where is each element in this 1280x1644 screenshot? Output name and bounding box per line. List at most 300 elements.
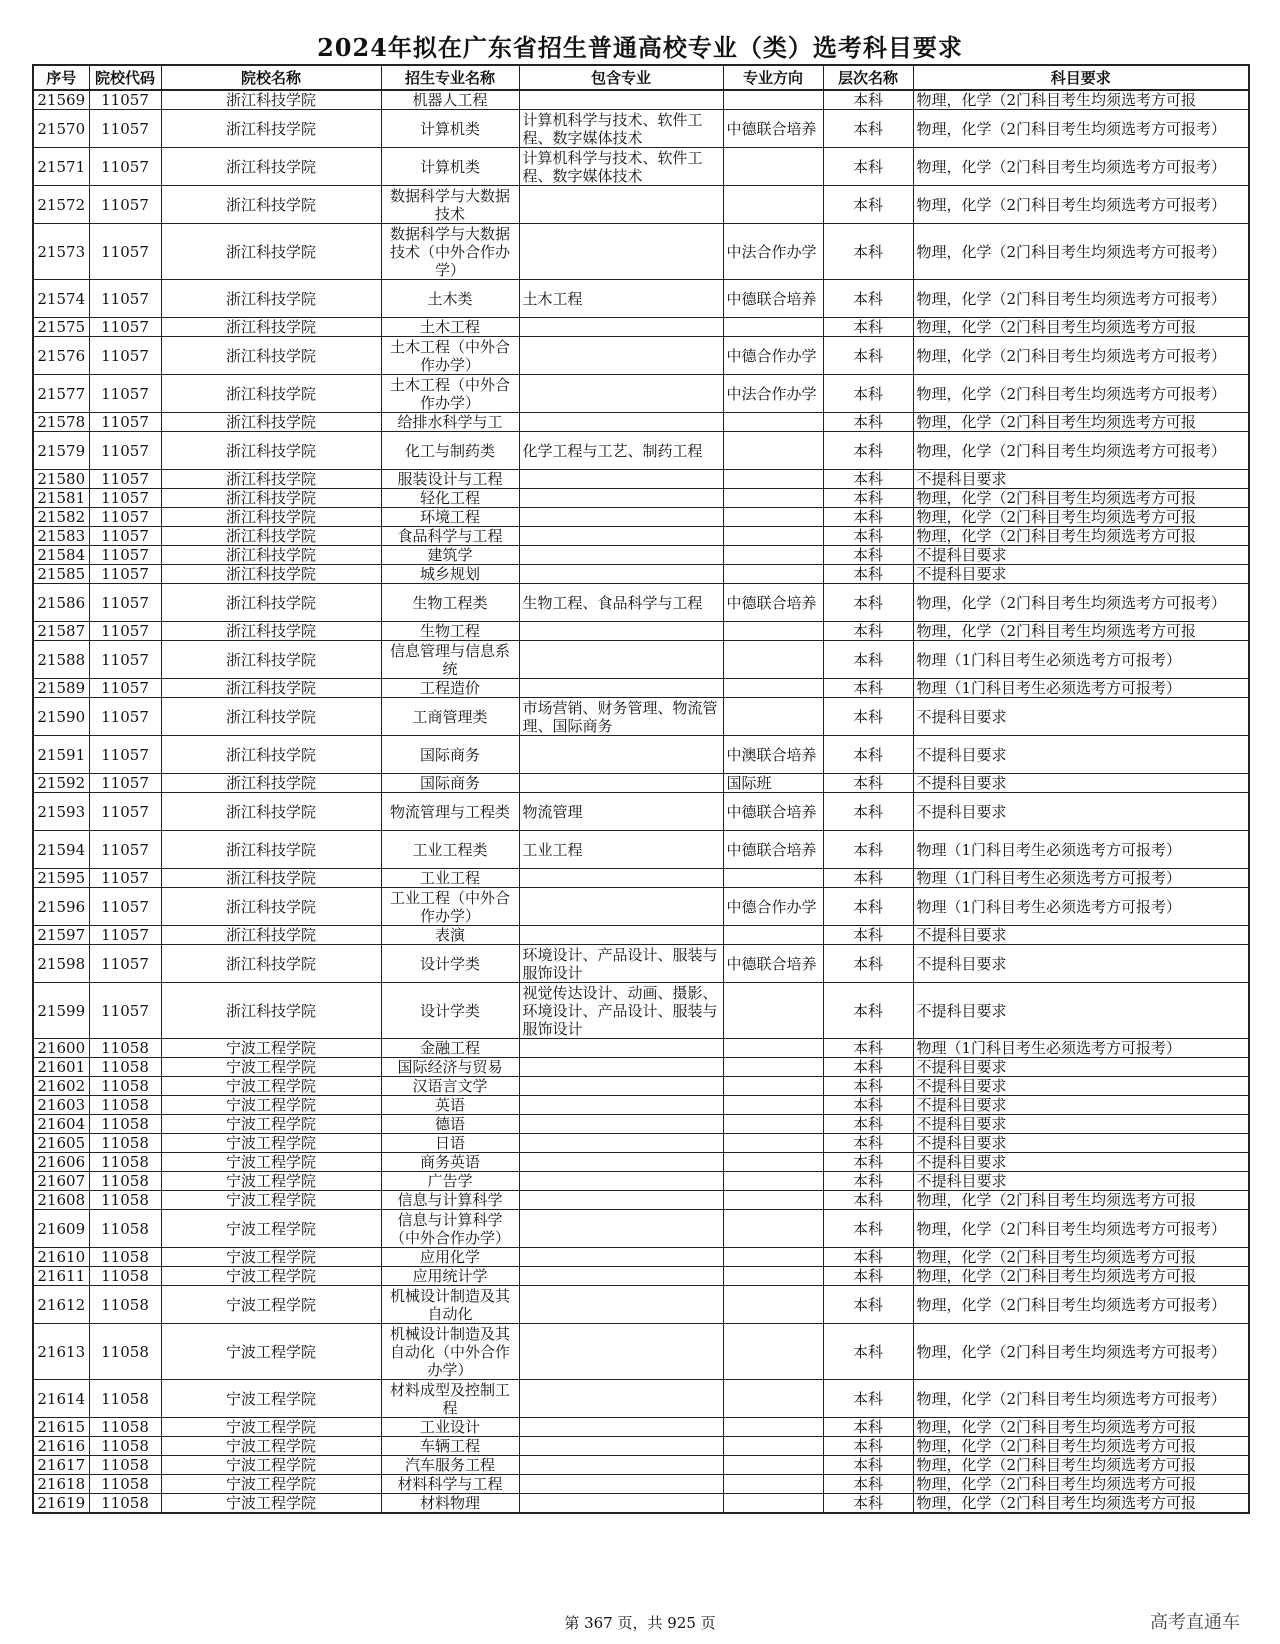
table-row — [33, 186, 1249, 224]
table-row — [33, 1058, 1249, 1077]
cell-direction — [723, 489, 823, 508]
cell-level: 本科 — [823, 280, 913, 318]
cell-school-code: 11057 — [89, 679, 161, 698]
cell-direction: 中法合作办学 — [723, 375, 823, 413]
cell-level: 本科 — [823, 1058, 913, 1077]
cell-included-majors — [519, 1286, 723, 1324]
cell-school-name: 浙江科技学院 — [161, 945, 381, 983]
cell-included-majors — [519, 489, 723, 508]
cell-seq: 21571 — [33, 148, 89, 186]
cell-school-code: 11058 — [89, 1324, 161, 1380]
cell-seq: 21579 — [33, 432, 89, 470]
cell-school-code: 11058 — [89, 1172, 161, 1191]
cell-subject-req: 物理，化学（2门科目考生均须选考方可报 — [913, 622, 1249, 641]
cell-seq: 21606 — [33, 1153, 89, 1172]
cell-level: 本科 — [823, 1418, 913, 1437]
cell-school-code: 11058 — [89, 1210, 161, 1248]
cell-school-code: 11057 — [89, 318, 161, 337]
cell-subject-req: 物理，化学（2门科目考生均须选考方可报考） — [913, 1286, 1249, 1324]
table-row — [33, 983, 1249, 1039]
cell-school-name: 浙江科技学院 — [161, 432, 381, 470]
cell-direction — [723, 1380, 823, 1418]
cell-level: 本科 — [823, 1191, 913, 1210]
cell-school-code: 11057 — [89, 698, 161, 736]
cell-level: 本科 — [823, 774, 913, 793]
cell-subject-req: 物理，化学（2门科目考生均须选考方可报 — [913, 90, 1249, 110]
cell-school-code: 11057 — [89, 584, 161, 622]
cell-school-code: 11058 — [89, 1456, 161, 1475]
cell-major-name: 商务英语 — [381, 1153, 519, 1172]
cell-direction — [723, 869, 823, 888]
col-header-included-majors: 包含专业 — [519, 65, 723, 90]
cell-seq: 21613 — [33, 1324, 89, 1380]
cell-direction — [723, 565, 823, 584]
cell-included-majors — [519, 90, 723, 110]
cell-seq: 21578 — [33, 413, 89, 432]
cell-level: 本科 — [823, 622, 913, 641]
cell-school-code: 11057 — [89, 983, 161, 1039]
cell-seq: 21576 — [33, 337, 89, 375]
cell-subject-req: 物理，化学（2门科目考生均须选考方可报考） — [913, 1324, 1249, 1380]
cell-seq: 21610 — [33, 1248, 89, 1267]
cell-direction — [723, 318, 823, 337]
table-row — [33, 337, 1249, 375]
cell-included-majors: 计算机科学与技术、软件工程、数字媒体技术 — [519, 110, 723, 148]
cell-included-majors: 物流管理 — [519, 793, 723, 831]
cell-included-majors — [519, 1248, 723, 1267]
table-row — [33, 375, 1249, 413]
cell-subject-req: 物理，化学（2门科目考生均须选考方可报考） — [913, 110, 1249, 148]
cell-seq: 21599 — [33, 983, 89, 1039]
cell-major-name: 设计学类 — [381, 945, 519, 983]
cell-school-code: 11058 — [89, 1286, 161, 1324]
table-row — [33, 413, 1249, 432]
cell-subject-req: 不提科目要求 — [913, 983, 1249, 1039]
cell-direction — [723, 432, 823, 470]
cell-school-code: 11057 — [89, 527, 161, 546]
cell-school-name: 浙江科技学院 — [161, 186, 381, 224]
cell-included-majors: 环境设计、产品设计、服装与服饰设计 — [519, 945, 723, 983]
cell-major-name: 土木工程（中外合作办学） — [381, 337, 519, 375]
document-title: 2024年拟在广东省招生普通高校专业（类）选考科目要求 — [317, 33, 963, 62]
table-row — [33, 1096, 1249, 1115]
cell-seq: 21592 — [33, 774, 89, 793]
cell-included-majors — [519, 1324, 723, 1380]
cell-subject-req: 物理（1门科目考生必须选考方可报考） — [913, 679, 1249, 698]
cell-seq: 21603 — [33, 1096, 89, 1115]
cell-level: 本科 — [823, 1267, 913, 1286]
cell-direction — [723, 1039, 823, 1058]
cell-school-name: 浙江科技学院 — [161, 375, 381, 413]
cell-direction — [723, 148, 823, 186]
cell-school-code: 11057 — [89, 470, 161, 489]
cell-major-name: 轻化工程 — [381, 489, 519, 508]
cell-subject-req: 物理，化学（2门科目考生均须选考方可报考） — [913, 186, 1249, 224]
table-row — [33, 90, 1249, 110]
cell-school-name: 浙江科技学院 — [161, 546, 381, 565]
cell-major-name: 给排水科学与工 — [381, 413, 519, 432]
cell-level: 本科 — [823, 90, 913, 110]
cell-school-name: 浙江科技学院 — [161, 793, 381, 831]
cell-direction — [723, 186, 823, 224]
cell-direction — [723, 1324, 823, 1380]
cell-school-name: 浙江科技学院 — [161, 489, 381, 508]
cell-subject-req: 不提科目要求 — [913, 1115, 1249, 1134]
cell-major-name: 国际经济与贸易 — [381, 1058, 519, 1077]
cell-included-majors — [519, 413, 723, 432]
table-row — [33, 945, 1249, 983]
cell-seq: 21607 — [33, 1172, 89, 1191]
cell-included-majors — [519, 641, 723, 679]
cell-subject-req: 物理，化学（2门科目考生均须选考方可报 — [913, 489, 1249, 508]
cell-seq: 21589 — [33, 679, 89, 698]
cell-seq: 21582 — [33, 508, 89, 527]
cell-seq: 21594 — [33, 831, 89, 869]
cell-level: 本科 — [823, 432, 913, 470]
cell-level: 本科 — [823, 888, 913, 926]
cell-seq: 21586 — [33, 584, 89, 622]
cell-included-majors — [519, 622, 723, 641]
cell-level: 本科 — [823, 1494, 913, 1514]
cell-school-code: 11057 — [89, 186, 161, 224]
cell-included-majors: 计算机科学与技术、软件工程、数字媒体技术 — [519, 148, 723, 186]
cell-level: 本科 — [823, 337, 913, 375]
cell-subject-req: 不提科目要求 — [913, 774, 1249, 793]
cell-direction — [723, 1248, 823, 1267]
cell-included-majors: 土木工程 — [519, 280, 723, 318]
table-row — [33, 774, 1249, 793]
cell-school-name: 浙江科技学院 — [161, 280, 381, 318]
col-header-seq: 序号 — [33, 65, 89, 90]
table-row — [33, 622, 1249, 641]
cell-school-name: 宁波工程学院 — [161, 1286, 381, 1324]
cell-major-name: 应用化学 — [381, 1248, 519, 1267]
cell-school-name: 宁波工程学院 — [161, 1077, 381, 1096]
cell-school-code: 11058 — [89, 1134, 161, 1153]
cell-subject-req: 不提科目要求 — [913, 565, 1249, 584]
cell-school-code: 11058 — [89, 1475, 161, 1494]
cell-school-name: 宁波工程学院 — [161, 1191, 381, 1210]
cell-seq: 21574 — [33, 280, 89, 318]
cell-subject-req: 不提科目要求 — [913, 1153, 1249, 1172]
col-header-school-name: 院校名称 — [161, 65, 381, 90]
table-row — [33, 869, 1249, 888]
cell-school-code: 11057 — [89, 793, 161, 831]
cell-subject-req: 物理（1门科目考生必须选考方可报考） — [913, 869, 1249, 888]
cell-school-name: 浙江科技学院 — [161, 508, 381, 527]
cell-school-name: 宁波工程学院 — [161, 1058, 381, 1077]
cell-school-code: 11057 — [89, 337, 161, 375]
cell-school-code: 11057 — [89, 489, 161, 508]
cell-school-name: 宁波工程学院 — [161, 1494, 381, 1514]
cell-major-name: 应用统计学 — [381, 1267, 519, 1286]
cell-major-name: 材料科学与工程 — [381, 1475, 519, 1494]
cell-included-majors: 生物工程、食品科学与工程 — [519, 584, 723, 622]
cell-included-majors — [519, 1437, 723, 1456]
cell-direction — [723, 1475, 823, 1494]
cell-school-name: 浙江科技学院 — [161, 641, 381, 679]
cell-level: 本科 — [823, 527, 913, 546]
table-row — [33, 1039, 1249, 1058]
cell-school-name: 浙江科技学院 — [161, 470, 381, 489]
cell-seq: 21608 — [33, 1191, 89, 1210]
table-row — [33, 584, 1249, 622]
cell-seq: 21617 — [33, 1456, 89, 1475]
cell-school-code: 11057 — [89, 110, 161, 148]
cell-level: 本科 — [823, 110, 913, 148]
cell-school-name: 浙江科技学院 — [161, 622, 381, 641]
cell-direction — [723, 926, 823, 945]
cell-school-name: 宁波工程学院 — [161, 1380, 381, 1418]
cell-level: 本科 — [823, 413, 913, 432]
cell-level: 本科 — [823, 489, 913, 508]
table-row — [33, 565, 1249, 584]
cell-seq: 21605 — [33, 1134, 89, 1153]
cell-school-code: 11058 — [89, 1039, 161, 1058]
cell-included-majors: 视觉传达设计、动画、摄影、环境设计、产品设计、服装与服饰设计 — [519, 983, 723, 1039]
cell-included-majors — [519, 1134, 723, 1153]
cell-major-name: 德语 — [381, 1115, 519, 1134]
cell-subject-req: 不提科目要求 — [913, 698, 1249, 736]
cell-school-name: 宁波工程学院 — [161, 1418, 381, 1437]
table-row — [33, 1456, 1249, 1475]
cell-school-name: 浙江科技学院 — [161, 90, 381, 110]
cell-major-name: 生物工程类 — [381, 584, 519, 622]
cell-major-name: 国际商务 — [381, 774, 519, 793]
cell-subject-req: 不提科目要求 — [913, 736, 1249, 774]
cell-seq: 21611 — [33, 1267, 89, 1286]
cell-school-name: 浙江科技学院 — [161, 527, 381, 546]
cell-school-code: 11057 — [89, 565, 161, 584]
table-row — [33, 280, 1249, 318]
cell-level: 本科 — [823, 1210, 913, 1248]
cell-seq: 21585 — [33, 565, 89, 584]
table-row — [33, 641, 1249, 679]
cell-school-name: 浙江科技学院 — [161, 584, 381, 622]
cell-subject-req: 物理，化学（2门科目考生均须选考方可报考） — [913, 1210, 1249, 1248]
cell-seq: 21569 — [33, 90, 89, 110]
cell-school-code: 11058 — [89, 1153, 161, 1172]
cell-seq: 21575 — [33, 318, 89, 337]
cell-school-code: 11058 — [89, 1418, 161, 1437]
cell-included-majors — [519, 1172, 723, 1191]
cell-subject-req: 不提科目要求 — [913, 793, 1249, 831]
cell-major-name: 国际商务 — [381, 736, 519, 774]
cell-direction — [723, 1191, 823, 1210]
cell-level: 本科 — [823, 1475, 913, 1494]
cell-school-name: 浙江科技学院 — [161, 983, 381, 1039]
cell-major-name: 设计学类 — [381, 983, 519, 1039]
cell-included-majors — [519, 565, 723, 584]
cell-school-name: 宁波工程学院 — [161, 1096, 381, 1115]
table-row — [33, 736, 1249, 774]
cell-school-name: 宁波工程学院 — [161, 1248, 381, 1267]
cell-subject-req: 物理，化学（2门科目考生均须选考方可报考） — [913, 280, 1249, 318]
table-row — [33, 489, 1249, 508]
cell-major-name: 生物工程 — [381, 622, 519, 641]
cell-school-code: 11057 — [89, 224, 161, 280]
cell-included-majors — [519, 546, 723, 565]
cell-major-name: 工业设计 — [381, 1418, 519, 1437]
cell-included-majors — [519, 1210, 723, 1248]
cell-level: 本科 — [823, 375, 913, 413]
cell-subject-req: 不提科目要求 — [913, 1096, 1249, 1115]
cell-level: 本科 — [823, 186, 913, 224]
cell-major-name: 服装设计与工程 — [381, 470, 519, 489]
cell-school-name: 浙江科技学院 — [161, 869, 381, 888]
cell-direction: 中德联合培养 — [723, 945, 823, 983]
cell-direction — [723, 413, 823, 432]
cell-major-name: 工业工程类 — [381, 831, 519, 869]
cell-subject-req: 物理，化学（2门科目考生均须选考方可报考） — [913, 224, 1249, 280]
cell-school-name: 浙江科技学院 — [161, 337, 381, 375]
cell-school-name: 宁波工程学院 — [161, 1153, 381, 1172]
table-row — [33, 1380, 1249, 1418]
cell-school-code: 11057 — [89, 432, 161, 470]
cell-major-name: 金融工程 — [381, 1039, 519, 1058]
cell-included-majors — [519, 508, 723, 527]
cell-subject-req: 物理，化学（2门科目考生均须选考方可报 — [913, 1475, 1249, 1494]
cell-level: 本科 — [823, 1248, 913, 1267]
cell-subject-req: 物理，化学（2门科目考生均须选考方可报考） — [913, 432, 1249, 470]
col-header-level: 层次名称 — [823, 65, 913, 90]
requirements-table — [32, 64, 1250, 1514]
cell-included-majors — [519, 1077, 723, 1096]
cell-seq: 21573 — [33, 224, 89, 280]
table-row — [33, 148, 1249, 186]
cell-subject-req: 物理，化学（2门科目考生均须选考方可报 — [913, 527, 1249, 546]
cell-school-code: 11057 — [89, 926, 161, 945]
cell-direction — [723, 90, 823, 110]
cell-level: 本科 — [823, 736, 913, 774]
col-header-direction: 专业方向 — [723, 65, 823, 90]
col-header-major-name: 招生专业名称 — [381, 65, 519, 90]
cell-seq: 21584 — [33, 546, 89, 565]
table-row — [33, 318, 1249, 337]
cell-level: 本科 — [823, 1286, 913, 1324]
cell-direction: 中法合作办学 — [723, 224, 823, 280]
cell-school-code: 11058 — [89, 1191, 161, 1210]
cell-school-name: 宁波工程学院 — [161, 1324, 381, 1380]
cell-included-majors — [519, 1418, 723, 1437]
cell-seq: 21614 — [33, 1380, 89, 1418]
table-row — [33, 1437, 1249, 1456]
table-row — [33, 679, 1249, 698]
cell-seq: 21570 — [33, 110, 89, 148]
cell-seq: 21572 — [33, 186, 89, 224]
cell-direction: 中德联合培养 — [723, 280, 823, 318]
cell-subject-req: 不提科目要求 — [913, 926, 1249, 945]
cell-included-majors — [519, 1494, 723, 1514]
cell-level: 本科 — [823, 1115, 913, 1134]
cell-direction — [723, 641, 823, 679]
cell-included-majors — [519, 1456, 723, 1475]
cell-seq: 21580 — [33, 470, 89, 489]
cell-school-name: 宁波工程学院 — [161, 1267, 381, 1286]
cell-included-majors — [519, 1096, 723, 1115]
cell-school-name: 浙江科技学院 — [161, 888, 381, 926]
cell-major-name: 建筑学 — [381, 546, 519, 565]
cell-subject-req: 物理（1门科目考生必须选考方可报考） — [913, 641, 1249, 679]
cell-direction: 中德合作办学 — [723, 337, 823, 375]
cell-major-name: 土木工程 — [381, 318, 519, 337]
cell-included-majors — [519, 1267, 723, 1286]
cell-major-name: 日语 — [381, 1134, 519, 1153]
cell-included-majors — [519, 1058, 723, 1077]
cell-level: 本科 — [823, 869, 913, 888]
cell-included-majors — [519, 224, 723, 280]
cell-direction — [723, 1456, 823, 1475]
cell-major-name: 车辆工程 — [381, 1437, 519, 1456]
cell-direction — [723, 1115, 823, 1134]
cell-seq: 21581 — [33, 489, 89, 508]
cell-major-name: 物流管理与工程类 — [381, 793, 519, 831]
cell-school-name: 宁波工程学院 — [161, 1172, 381, 1191]
cell-subject-req: 物理，化学（2门科目考生均须选考方可报 — [913, 318, 1249, 337]
cell-included-majors: 市场营销、财务管理、物流管理、国际商务 — [519, 698, 723, 736]
cell-seq: 21618 — [33, 1475, 89, 1494]
cell-major-name: 土木类 — [381, 280, 519, 318]
cell-subject-req: 物理，化学（2门科目考生均须选考方可报 — [913, 1267, 1249, 1286]
cell-subject-req: 物理，化学（2门科目考生均须选考方可报 — [913, 1418, 1249, 1437]
cell-major-name: 计算机类 — [381, 110, 519, 148]
cell-included-majors — [519, 926, 723, 945]
cell-major-name: 工程造价 — [381, 679, 519, 698]
cell-school-name: 宁波工程学院 — [161, 1437, 381, 1456]
cell-included-majors — [519, 186, 723, 224]
cell-subject-req: 物理，化学（2门科目考生均须选考方可报考） — [913, 337, 1249, 375]
cell-school-code: 11057 — [89, 641, 161, 679]
cell-subject-req: 不提科目要求 — [913, 1058, 1249, 1077]
cell-level: 本科 — [823, 1172, 913, 1191]
cell-school-code: 11057 — [89, 280, 161, 318]
cell-major-name: 信息与计算科学（中外合作办学） — [381, 1210, 519, 1248]
cell-subject-req: 物理，化学（2门科目考生均须选考方可报考） — [913, 1380, 1249, 1418]
cell-direction — [723, 679, 823, 698]
cell-school-code: 11057 — [89, 413, 161, 432]
cell-major-name: 城乡规划 — [381, 565, 519, 584]
cell-level: 本科 — [823, 1456, 913, 1475]
cell-direction — [723, 527, 823, 546]
cell-direction — [723, 1096, 823, 1115]
cell-direction: 中德联合培养 — [723, 793, 823, 831]
cell-major-name: 机械设计制造及其自动化（中外合作办学） — [381, 1324, 519, 1380]
cell-major-name: 广告学 — [381, 1172, 519, 1191]
cell-school-code: 11057 — [89, 622, 161, 641]
cell-subject-req: 物理，化学（2门科目考生均须选考方可报 — [913, 1437, 1249, 1456]
brand-watermark-text: 高考直通车 — [1150, 1612, 1240, 1633]
cell-seq: 21593 — [33, 793, 89, 831]
cell-school-code: 11058 — [89, 1437, 161, 1456]
cell-direction: 中德合作办学 — [723, 888, 823, 926]
cell-school-name: 浙江科技学院 — [161, 736, 381, 774]
cell-school-code: 11058 — [89, 1077, 161, 1096]
cell-level: 本科 — [823, 1039, 913, 1058]
col-header-subject-req: 科目要求 — [913, 65, 1249, 90]
cell-subject-req: 物理，化学（2门科目考生均须选考方可报 — [913, 1456, 1249, 1475]
cell-subject-req: 不提科目要求 — [913, 546, 1249, 565]
cell-subject-req: 物理，化学（2门科目考生均须选考方可报 — [913, 1248, 1249, 1267]
cell-major-name: 表演 — [381, 926, 519, 945]
cell-level: 本科 — [823, 983, 913, 1039]
cell-direction — [723, 1267, 823, 1286]
table-row — [33, 1267, 1249, 1286]
cell-subject-req: 物理，化学（2门科目考生均须选考方可报 — [913, 508, 1249, 527]
table-row — [33, 1077, 1249, 1096]
cell-major-name: 环境工程 — [381, 508, 519, 527]
cell-level: 本科 — [823, 148, 913, 186]
cell-level: 本科 — [823, 1153, 913, 1172]
